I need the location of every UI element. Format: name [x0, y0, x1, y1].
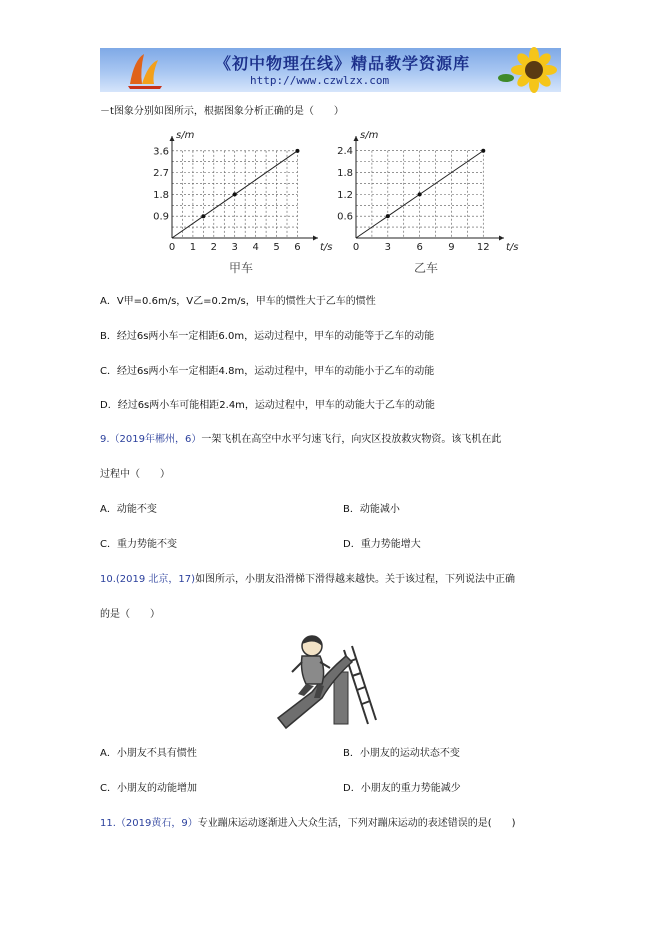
q10-option-b[interactable]: B．小朋友的运动状态不变 [343, 748, 460, 759]
x-tick-label: 3 [384, 242, 392, 253]
x-tick-label: 12 [476, 242, 490, 253]
x-tick-label: 6 [416, 242, 423, 253]
q8-stem: －t图象分别如图所示，根据图象分析正确的是（ ） [100, 106, 344, 117]
y-tick-label: 1.8 [337, 168, 353, 180]
q9-stem-line2: 过程中（ ） [100, 469, 170, 480]
q9-stem-text: 一架飞机在高空中水平匀速飞行，向灾区投放救灾物资。该飞机在此 [201, 434, 502, 445]
x-axis-arrow [499, 236, 504, 241]
y-tick-label: 3.6 [153, 146, 169, 158]
q9-stem-line1 [100, 433, 501, 447]
data-point [233, 192, 237, 196]
q10-source: 10.(2019 北京，17) [100, 574, 196, 585]
y-axis-label: s/m [176, 130, 195, 141]
banner-url[interactable]: http://www.czwlzx.com [250, 74, 390, 87]
y-tick-label: 2.7 [153, 168, 169, 180]
data-point [201, 214, 205, 218]
q8-option-d[interactable]: D．经过6s两小车可能相距2.4m，运动过程中，甲车的动能大于乙车的动能 [100, 400, 435, 411]
y-axis-arrow [170, 136, 175, 141]
q11-source: 11.（2019黄石，9） [100, 818, 198, 829]
x-tick-label: 0 [168, 242, 176, 253]
q8-option-b[interactable]: B．经过6s两小车一定相距6.0m，运动过程中，甲车的动能等于乙车的动能 [100, 331, 435, 342]
q10-option-a[interactable]: A．小朋友不具有惯性 [100, 748, 197, 759]
x-tick-label: 5 [273, 242, 280, 253]
q10-stem-line1 [100, 573, 515, 587]
data-point [386, 214, 390, 218]
chart-0 [153, 130, 332, 275]
y-tick-label: 1.8 [153, 189, 169, 201]
q8-option-c[interactable]: C．经过6s两小车一定相距4.8m，运动过程中，甲车的动能小于乙车的动能 [100, 366, 435, 377]
x-tick-label: 9 [448, 242, 455, 253]
x-tick-label: 2 [210, 242, 218, 253]
header-banner [100, 48, 561, 92]
q10-stem-line2: 的是（ ） [100, 609, 160, 620]
chart-title: 甲车 [228, 261, 254, 275]
y-tick-label: 2.4 [337, 146, 353, 158]
q11-stem-text: 专业蹦床运动逐渐进入大众生活，下列对蹦床运动的表述错误的是( ) [197, 818, 516, 829]
q9-option-d[interactable]: D．重力势能增大 [343, 539, 421, 550]
chart-1 [337, 130, 518, 275]
x-tick-label: 4 [252, 242, 259, 253]
x-tick-label: 3 [231, 242, 238, 253]
data-point [481, 149, 485, 153]
child-on-slide-image [272, 632, 380, 730]
q8-option-a[interactable]: A．V甲=0.6m/s，V乙=0.2m/s，甲车的惯性大于乙车的惯性 [100, 296, 376, 307]
y-tick-label: 0.6 [337, 211, 353, 223]
data-point [418, 192, 422, 196]
y-axis-label: s/m [360, 130, 379, 141]
x-tick-label: 1 [189, 242, 197, 253]
logo-icon [122, 50, 170, 90]
x-tick-label: 0 [352, 242, 360, 253]
x-axis-arrow [313, 236, 318, 241]
q9-option-b[interactable]: B．动能减小 [343, 504, 400, 515]
chart-title: 乙车 [413, 261, 439, 275]
y-tick-label: 1.2 [337, 189, 353, 201]
st-graphs [153, 128, 519, 278]
x-axis-label: t/s [506, 242, 519, 253]
q9-source: 9.（2019年郴州，6） [100, 434, 202, 445]
x-tick-label: 6 [294, 242, 301, 253]
data-point [295, 149, 299, 153]
q10-option-c[interactable]: C．小朋友的动能增加 [100, 783, 197, 794]
q10-option-d[interactable]: D．小朋友的重力势能减少 [343, 783, 461, 794]
q10-stem-text: 如图所示，小朋友沿滑梯下滑得越来越快。关于该过程，下列说法中正确 [195, 574, 516, 585]
y-tick-label: 0.9 [153, 211, 169, 223]
y-axis-arrow [354, 136, 359, 141]
q9-option-a[interactable]: A．动能不变 [100, 504, 157, 515]
sunflower-icon [500, 48, 561, 92]
x-axis-label: t/s [320, 242, 333, 253]
q9-option-c[interactable]: C．重力势能不变 [100, 539, 177, 550]
banner-title: 《初中物理在线》精品教学资源库 [215, 54, 471, 73]
q11-stem-line [100, 817, 516, 831]
